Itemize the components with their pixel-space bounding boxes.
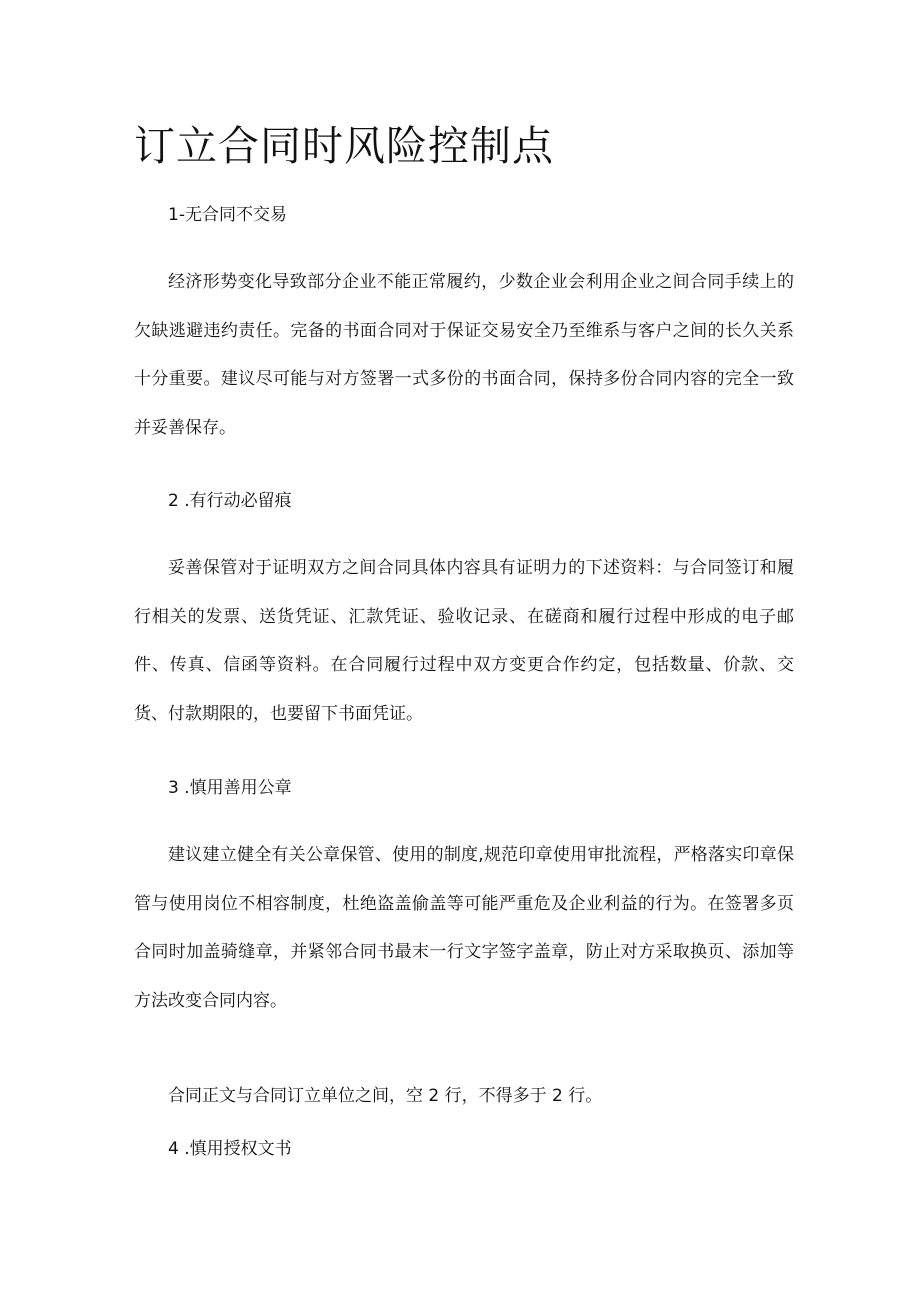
section-heading-1: 1-无合同不交易	[168, 205, 287, 225]
section-heading-2: 2 .有行动必留痕	[168, 491, 292, 511]
section-heading-3: 3 .慎用善用公章	[168, 778, 292, 798]
section-paragraph-1: 经济形势变化导致部分企业不能正常履约，少数企业会利用企业之间合同手续上的欠缺逃避违约责任。完备的书面合同对于保证交易安全乃至维系与客户之间的长久关系十分重要。建议尽可能与对方签署一式多份的书面合同，保持多份合同内容的完全一致并妥善保存。	[134, 272, 794, 438]
page-title: 订立合同时风险控制点	[134, 122, 554, 170]
section-paragraph-2: 妥善保管对于证明双方之间合同具体内容具有证明力的下述资料：与合同签订和履行相关的发票、送货凭证、汇款凭证、验收记录、在磋商和履行过程中形成的电子邮件、传真、信函等资料。在合同履行过程中双方变更合作约定，包括数量、价款、交货、付款期限的，也要留下书面凭证。	[134, 558, 794, 724]
section-note-3: 合同正文与合同订立单位之间，空 2 行，不得多于 2 行。	[168, 1086, 603, 1106]
section-heading-4: 4 .慎用授权文书	[168, 1139, 292, 1159]
section-paragraph-3: 建议建立健全有关公章保管、使用的制度,规范印章使用审批流程，严格落实印章保管与使用岗位不相容制度，杜绝盗盖偷盖等可能严重危及企业利益的行为。在签署多页合同时加盖骑缝章，并紧邻合同书最末一行文字签字盖章，防止对方采取换页、添加等方法改变合同内容。	[134, 845, 794, 1011]
